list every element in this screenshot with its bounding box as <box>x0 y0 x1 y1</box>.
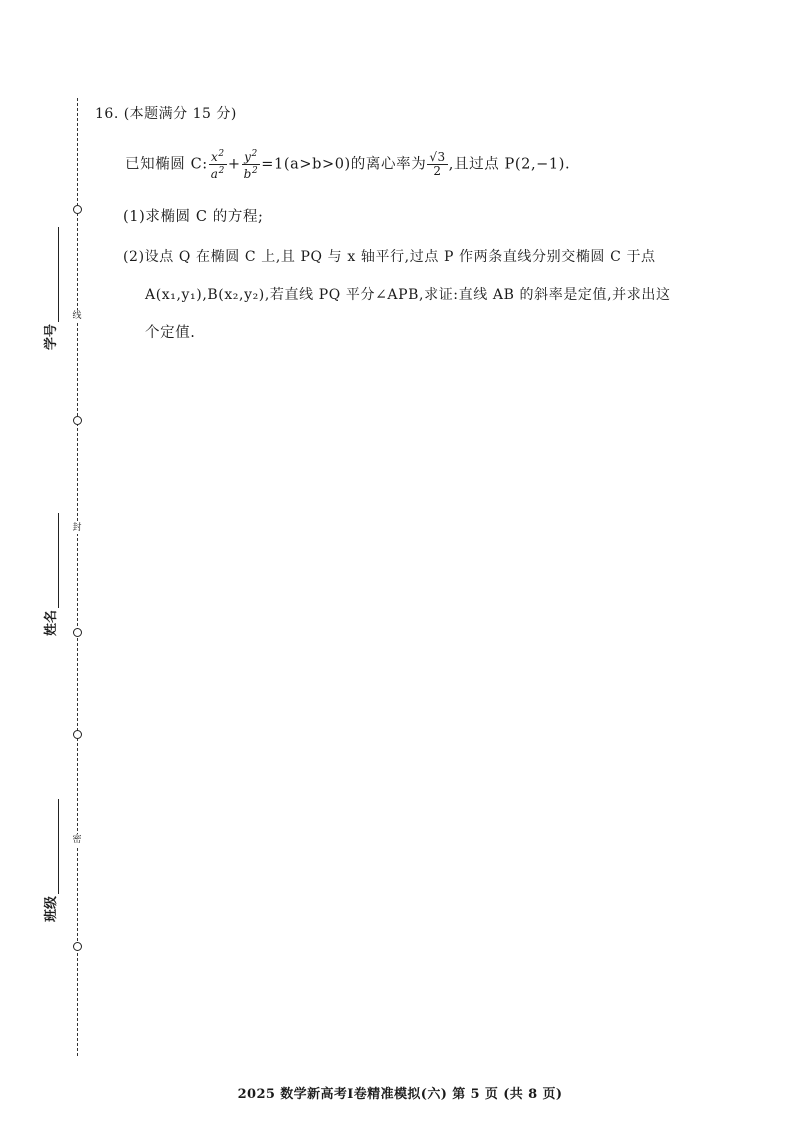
student-id-blank[interactable] <box>57 227 59 322</box>
eccentricity-fraction <box>427 151 447 178</box>
stem-suffix: ,且过点 P(2,−1). <box>448 156 571 173</box>
binding-hole <box>73 730 82 739</box>
name-blank[interactable] <box>57 513 59 608</box>
question-part-2-line-1: (2)设点 Q 在椭圆 C 上,且 PQ 与 x 轴平行,过点 P 作两条直线分别交椭圆 C 于点 <box>123 249 656 265</box>
question-score: (本题满分 15 分) <box>123 106 237 122</box>
eccentricity-denominator: 2 <box>433 164 442 178</box>
binding-hole <box>73 416 82 425</box>
question-stem: 已知椭圆 C: $\frac{x^2}{a^2}$ + $\frac{y^2}{b^2}$ =1(a>b>0)的离心率为 $\frac{√3}{2}$ ,且过点 P(2,−1). <box>125 149 571 181</box>
eccentricity-numerator: √3 <box>429 150 446 164</box>
question-part-1: (1)求椭圆 C 的方程; <box>123 209 264 225</box>
class-field <box>40 799 59 922</box>
question-part-2-line-3: 个定值. <box>145 325 196 341</box>
class-blank[interactable] <box>57 799 59 894</box>
class-label: 班级 <box>44 895 59 922</box>
binding-dashed-line <box>77 98 78 1056</box>
fraction-y2-b2: $\frac{y^2}{b^2}$ <box>243 149 259 181</box>
question-number: 16. <box>95 106 119 122</box>
name-field <box>40 513 59 636</box>
seal-char-line: 线 <box>70 310 84 322</box>
name-label: 姓名 <box>44 609 59 636</box>
seal-char-secret: 密 <box>70 834 84 846</box>
binding-hole <box>73 942 82 951</box>
student-id-label: 学号 <box>44 323 59 350</box>
question-part-2-line-2: A(x₁,y₁),B(x₂,y₂),若直线 PQ 平分∠APB,求证:直线 AB 的斜率是定值,并求出这 <box>145 287 671 303</box>
seal-char-seal: 封 <box>70 522 84 534</box>
fraction-x2-a2: $\frac{x^2}{a^2}$ <box>210 149 225 181</box>
stem-eq-tail: =1(a>b>0)的离心率为 <box>261 156 427 173</box>
student-id-field <box>40 227 59 350</box>
binding-hole <box>73 205 82 214</box>
question-header <box>95 103 237 123</box>
binding-hole <box>73 628 82 637</box>
page-footer: 2025 数学新高考Ⅰ卷精准模拟(六) 第 5 页 (共 8 页) <box>237 1087 563 1102</box>
stem-prefix: 已知椭圆 C: <box>125 156 208 173</box>
